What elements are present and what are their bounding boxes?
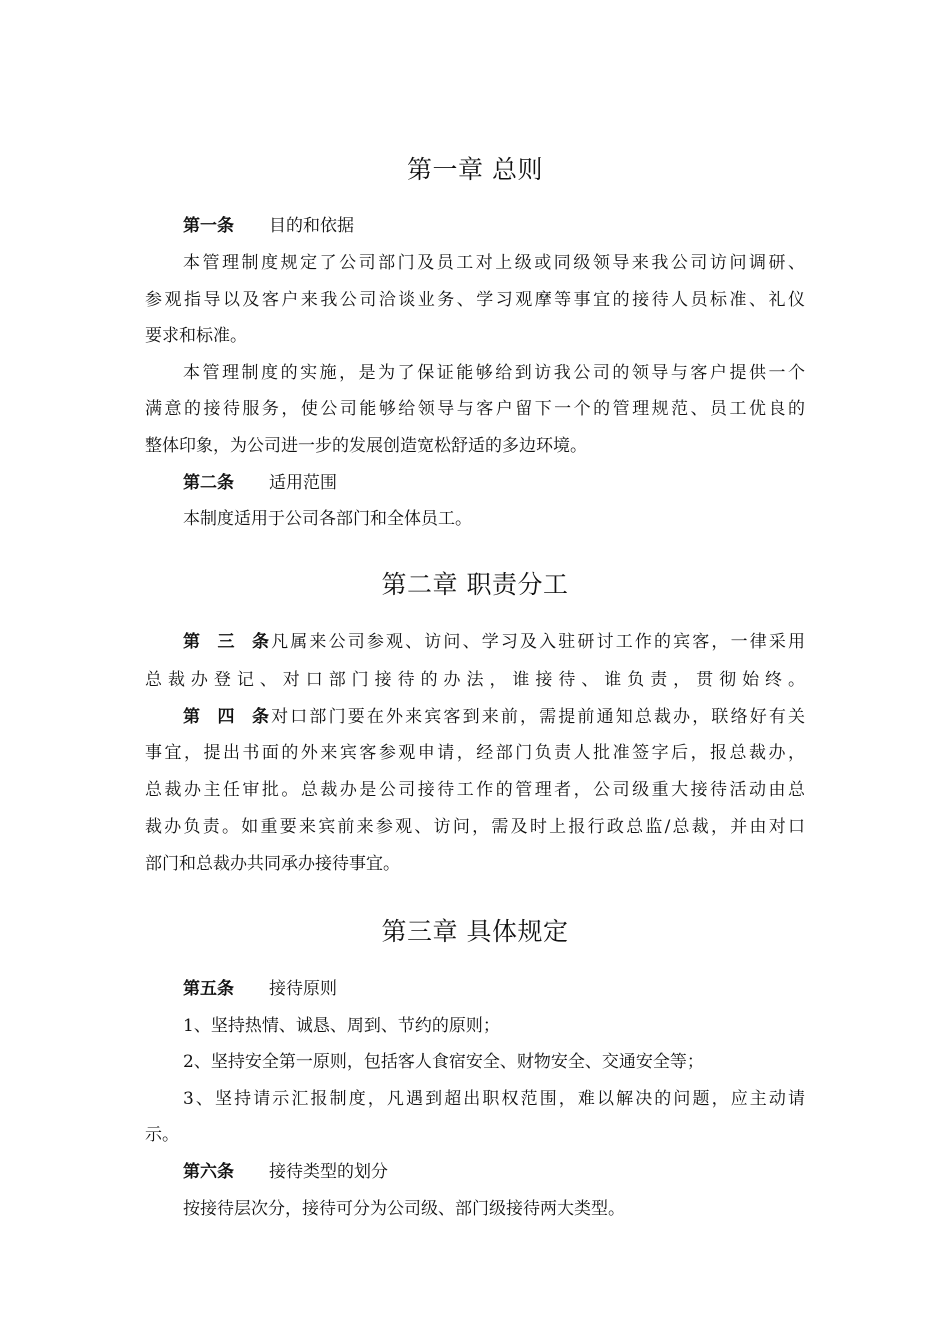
- paragraph-line: 事宜，提出书面的外来宾客参观申请，经部门负责人批准签字后，报总裁办，: [145, 743, 805, 763]
- paragraph-line: 总裁办主任审批。总裁办是公司接待工作的管理者，公司级重大接待活动由总: [145, 780, 805, 800]
- list-item: 3、坚持请示汇报制度，凡遇到超出职权范围，难以解决的问题，应主动请: [183, 1089, 805, 1109]
- article-title: 目的和依据: [269, 216, 354, 236]
- article-title: 适用范围: [269, 473, 337, 493]
- article-number: 第五条: [183, 979, 234, 999]
- paragraph-line: 示。: [145, 1125, 179, 1145]
- article-1-heading: [183, 214, 805, 238]
- chapter-2-title: 第二章 职责分工: [381, 570, 569, 599]
- chapter-1-title: 第一章 总则: [407, 155, 543, 184]
- article-3-line: [183, 630, 805, 654]
- paragraph-line: 满意的接待服务，使公司能够给领导与客户留下一个的管理规范、员工优良的: [145, 399, 805, 419]
- chapter-3-title: 第三章 具体规定: [381, 917, 569, 946]
- paragraph-line: 裁办负责。如重要来宾前来参观、访问，需及时上报行政总监/总裁，并由对口: [145, 817, 805, 837]
- paragraph-line: 本制度适用于公司各部门和全体员工。: [183, 509, 472, 529]
- paragraph-line: 要求和标准。: [145, 326, 247, 346]
- paragraph-line: 按接待层次分，接待可分为公司级、部门级接待两大类型。: [183, 1199, 625, 1219]
- article-6-heading: [183, 1160, 805, 1184]
- article-title: 接待类型的划分: [269, 1162, 388, 1182]
- list-item: 1、坚持热情、诚恳、周到、节约的原则；: [183, 1016, 500, 1036]
- article-number: 第四条: [183, 707, 269, 727]
- article-number: 第一条: [183, 216, 234, 236]
- paragraph-line: 本管理制度的实施，是为了保证能够给到访我公司的领导与客户提供一个: [183, 363, 805, 383]
- article-number: 第三条: [183, 632, 269, 652]
- article-number: 第二条: [183, 473, 234, 493]
- article-2-heading: [183, 471, 805, 495]
- article-text: 凡属来公司参观、访问、学习及入驻研讨工作的宾客，一律采用: [269, 632, 805, 652]
- paragraph-line: 部门和总裁办共同承办接待事宜。: [145, 854, 400, 874]
- paragraph-line: 参观指导以及客户来我公司洽谈业务、学习观摩等事宜的接待人员标准、礼仪: [145, 290, 805, 310]
- article-4-line: [183, 705, 805, 729]
- paragraph-line: 本管理制度规定了公司部门及员工对上级或同级领导来我公司访问调研、: [183, 253, 805, 273]
- list-item: 2、坚持安全第一原则，包括客人食宿安全、财物安全、交通安全等；: [183, 1052, 704, 1072]
- paragraph-line: 整体印象，为公司进一步的发展创造宽松舒适的多边环境。: [145, 436, 587, 456]
- article-5-heading: [183, 977, 805, 1001]
- article-number: 第六条: [183, 1162, 234, 1182]
- article-text: 对口部门要在外来宾客到来前，需提前通知总裁办，联络好有关: [269, 707, 805, 727]
- paragraph-line: 总裁办登记、对口部门接待的办法，谁接待、谁负责，贯彻始终。: [145, 670, 805, 690]
- article-title: 接待原则: [269, 979, 337, 999]
